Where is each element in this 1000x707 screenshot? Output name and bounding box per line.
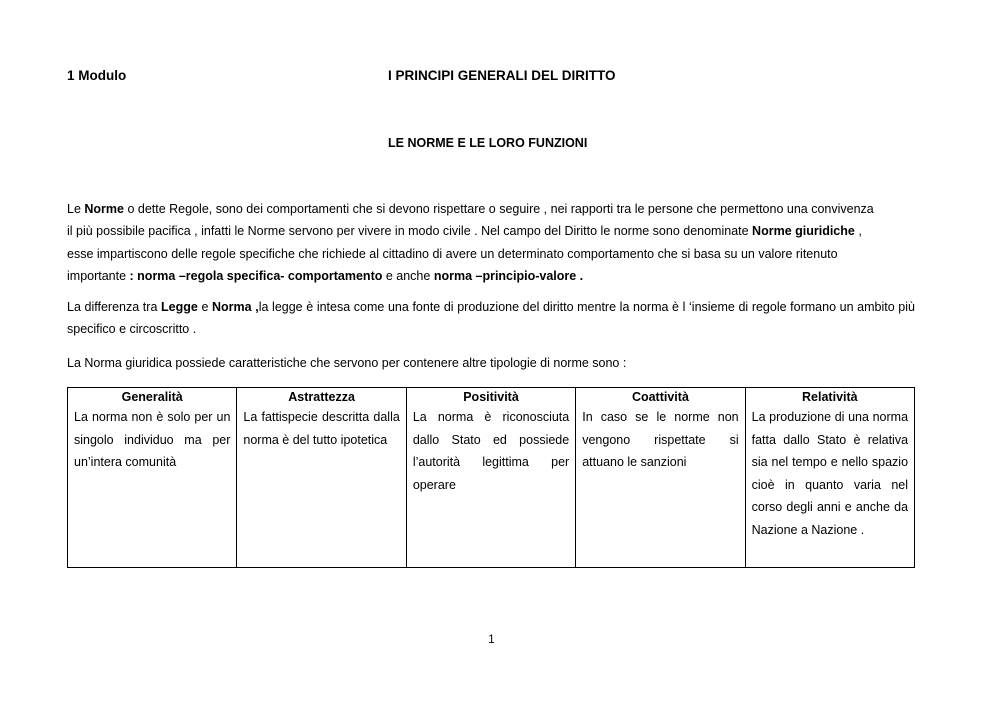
table-column-generalita [68,388,237,567]
table-column-coattivita [576,388,745,567]
table-cell: La norma è riconosciuta dallo Stato ed possiede l’autorità legittima per operare [412,410,570,492]
bold-formula-principio: norma –principio-valore . [433,269,584,284]
paragraph-caratteristiche: La Norma giuridica possiede caratteristiche che servono per contenere altre tipologie di norme sono : [67,356,627,370]
table-cell: La produzione di una norma fatta dallo Stato è relativa sia nel tempo e nello spazio cioè in quanto varia nel corso degli anni e anche da Nazione a Nazione . [751,410,909,537]
bold-term-norme: Norme [84,202,124,216]
bold-term-legge: Legge [161,300,198,314]
table-header-cell: Coattività [631,390,689,404]
paragraph-line [67,220,915,242]
text-run: la legge è intesa come una fonte di produzione del diritto mentre la norma è l ‘insieme di regole formano un ambito più specifico e circoscritto . [67,300,915,337]
table-column-astrattezza [237,388,406,567]
bold-term-norma: Norma , [212,300,259,314]
table-cell: In caso se le norme non vengono rispettate si attuano le sanzioni [582,410,739,469]
paragraph-norme-definition [67,198,915,288]
bold-formula-regola: : norma –regola specifica- comportamento [129,269,383,284]
table-column-positivita [407,388,576,567]
page-title: I PRINCIPI GENERALI DEL DIRITTO [388,68,616,83]
section-subtitle: LE NORME E LE LORO FUNZIONI [388,136,588,150]
text-run: e anche [382,269,434,284]
table-column-relativita [746,388,914,567]
table-header-cell: Astrattezza [288,390,355,404]
table-cell: La fattispecie descritta dalla norma è del tutto ipotetica [243,410,400,447]
page-number: 1 [488,634,495,646]
paragraph-line [67,265,915,287]
bold-term-norme-giuridiche: Norme giuridiche [752,224,855,239]
table-header-cell: Relatività [802,390,858,404]
module-label: 1 Modulo [67,68,127,83]
table-header-cell: Positività [463,390,519,404]
text-run: importante [67,269,130,284]
characteristics-table [67,387,915,568]
text-run: o dette Regole, sono dei comportamenti che si devono rispettare o seguire , nei rapporti tra le persone che permettono una convivenza [123,202,874,216]
table-cell: La norma non è solo per un singolo individuo ma per un’intera comunità [74,410,231,469]
text-run: il più possibile pacifica , infatti le Norme servono per vivere in modo civile . Nel campo del Diritto le norme sono denominate [67,224,753,239]
text-run: e [197,300,213,314]
text-run: La differenza tra [67,300,162,314]
table-header-cell: Generalità [121,390,183,404]
text-run: Le [67,202,85,216]
text-run: , [854,224,862,239]
paragraph-legge-norma [67,296,915,341]
paragraph-line: esse impartiscono delle regole specifiche che richiede al cittadino di avere un determinato comportamento che si basa su un valore ritenuto [67,246,838,261]
paragraph-line [67,198,915,220]
